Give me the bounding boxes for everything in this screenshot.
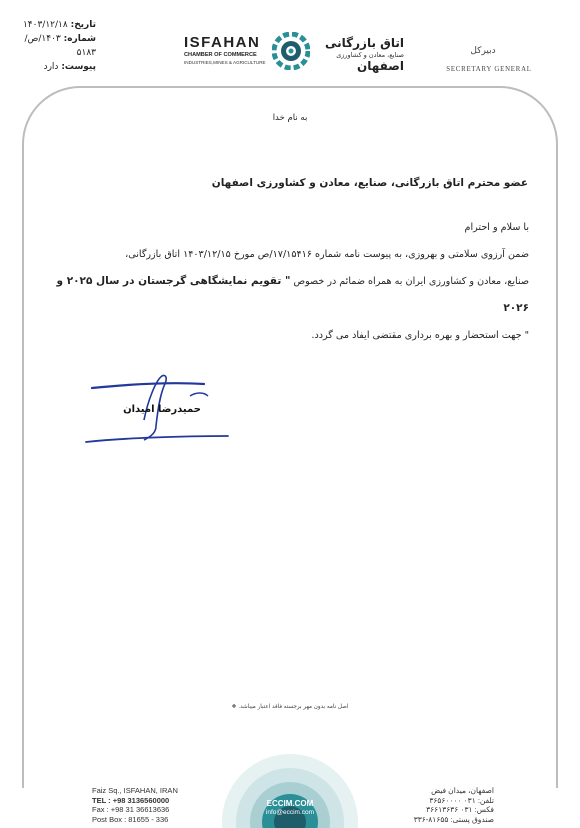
- letter-body: [40, 214, 529, 349]
- number-label: شماره:: [63, 34, 96, 44]
- attachment-label: پیوست:: [61, 62, 96, 72]
- date-label: تاریخ:: [70, 20, 96, 30]
- body-line-3: " جهت استحضار و بهره برداری مقتضی ایفاد می گردد.: [311, 330, 529, 341]
- footer-fa-pobox: صندوق پستی: ۸۱۶۵۵-۳۳۶: [413, 814, 494, 824]
- logo-en-title: ISFAHAN: [184, 34, 261, 51]
- date-row: [6, 18, 96, 32]
- body-line-2-text: صنایع، معادن و کشاورزی ایران به همراه ضمائم در خصوص: [293, 276, 529, 287]
- invocation: به نام خدا: [272, 113, 308, 123]
- footer-web[interactable]: ECCIM.COM: [266, 799, 314, 808]
- secretary-en: SECRETARY GENERAL: [446, 66, 532, 73]
- footer-en-fax: Fax : +98 31 36613636: [92, 805, 170, 814]
- chamber-emblem-icon: [272, 32, 310, 70]
- footer-en-tel: TEL : +98 3136560000: [92, 795, 170, 805]
- number-value: ۱۴۰۳/ص/۵۱۸۳: [24, 34, 96, 58]
- footer-email[interactable]: info@eccim.com: [265, 809, 315, 816]
- footer-en-address: Faiz Sq., ISFAHAN, IRAN: [92, 786, 178, 795]
- logo-fa-city: اصفهان: [356, 59, 404, 73]
- number-row: [6, 32, 96, 60]
- footer-fa-fax: فکس: ۰۳۱ ۳۶۶۱۳۶۳۶: [426, 805, 494, 814]
- validity-note-text: اصل نامه بدون مهر برجسته فاقد اعتبار میباشد.: [238, 704, 349, 710]
- recipient: عضو محترم اتاق بازرگانی، صنایع، معادن و کشاورزی اصفهان: [211, 177, 528, 189]
- body-line-2: [40, 268, 529, 322]
- logo-en-line1: CHAMBER OF COMMERCE: [184, 52, 257, 58]
- footer-en-contact: [92, 786, 212, 824]
- footer-en-pobox: Post Box : 81655 - 336: [92, 814, 169, 824]
- signatory-name: حمیدرضا امیدان: [123, 404, 201, 415]
- date-value: ۱۴۰۳/۱۲/۱۸: [22, 20, 68, 30]
- letter-meta: [6, 18, 96, 74]
- subject-bold: " تقویم نمایشگاهی گرجستان در سال ۲۰۲۵ و ۲۰۲۶: [56, 275, 529, 314]
- attachment-value: دارد: [43, 62, 59, 72]
- chamber-logo: [184, 34, 404, 78]
- validity-note: [220, 704, 360, 710]
- bullet-icon: ❖: [231, 704, 237, 710]
- body-line-1: ضمن آرزوی سلامتی و بهروزی، به پیوست نامه شماره ۱۷/۱۵۴۱۶/ص مورخ ۱۴۰۳/۱۲/۱۵ اتاق بازرگانی،: [125, 249, 529, 260]
- footer-fa-contact: [384, 786, 494, 824]
- logo-en-line2: INDUSTRIES,MINES & AGRICULTURE: [184, 60, 266, 65]
- attachment-row: [6, 60, 96, 74]
- logo-fa-title: اتاق بازرگانی: [325, 36, 404, 50]
- greeting: با سلام و احترام: [464, 222, 529, 233]
- footer-fa-tel: تلفن: ۰۳۱ ۳۶۵۶۰۰۰۰: [429, 795, 494, 805]
- footer-fa-address: اصفهان، میدان فیض: [431, 786, 494, 795]
- secretary-fa: دبیرکل: [470, 46, 496, 56]
- logo-fa-line: صنایع، معادن و کشاورزی: [336, 51, 404, 59]
